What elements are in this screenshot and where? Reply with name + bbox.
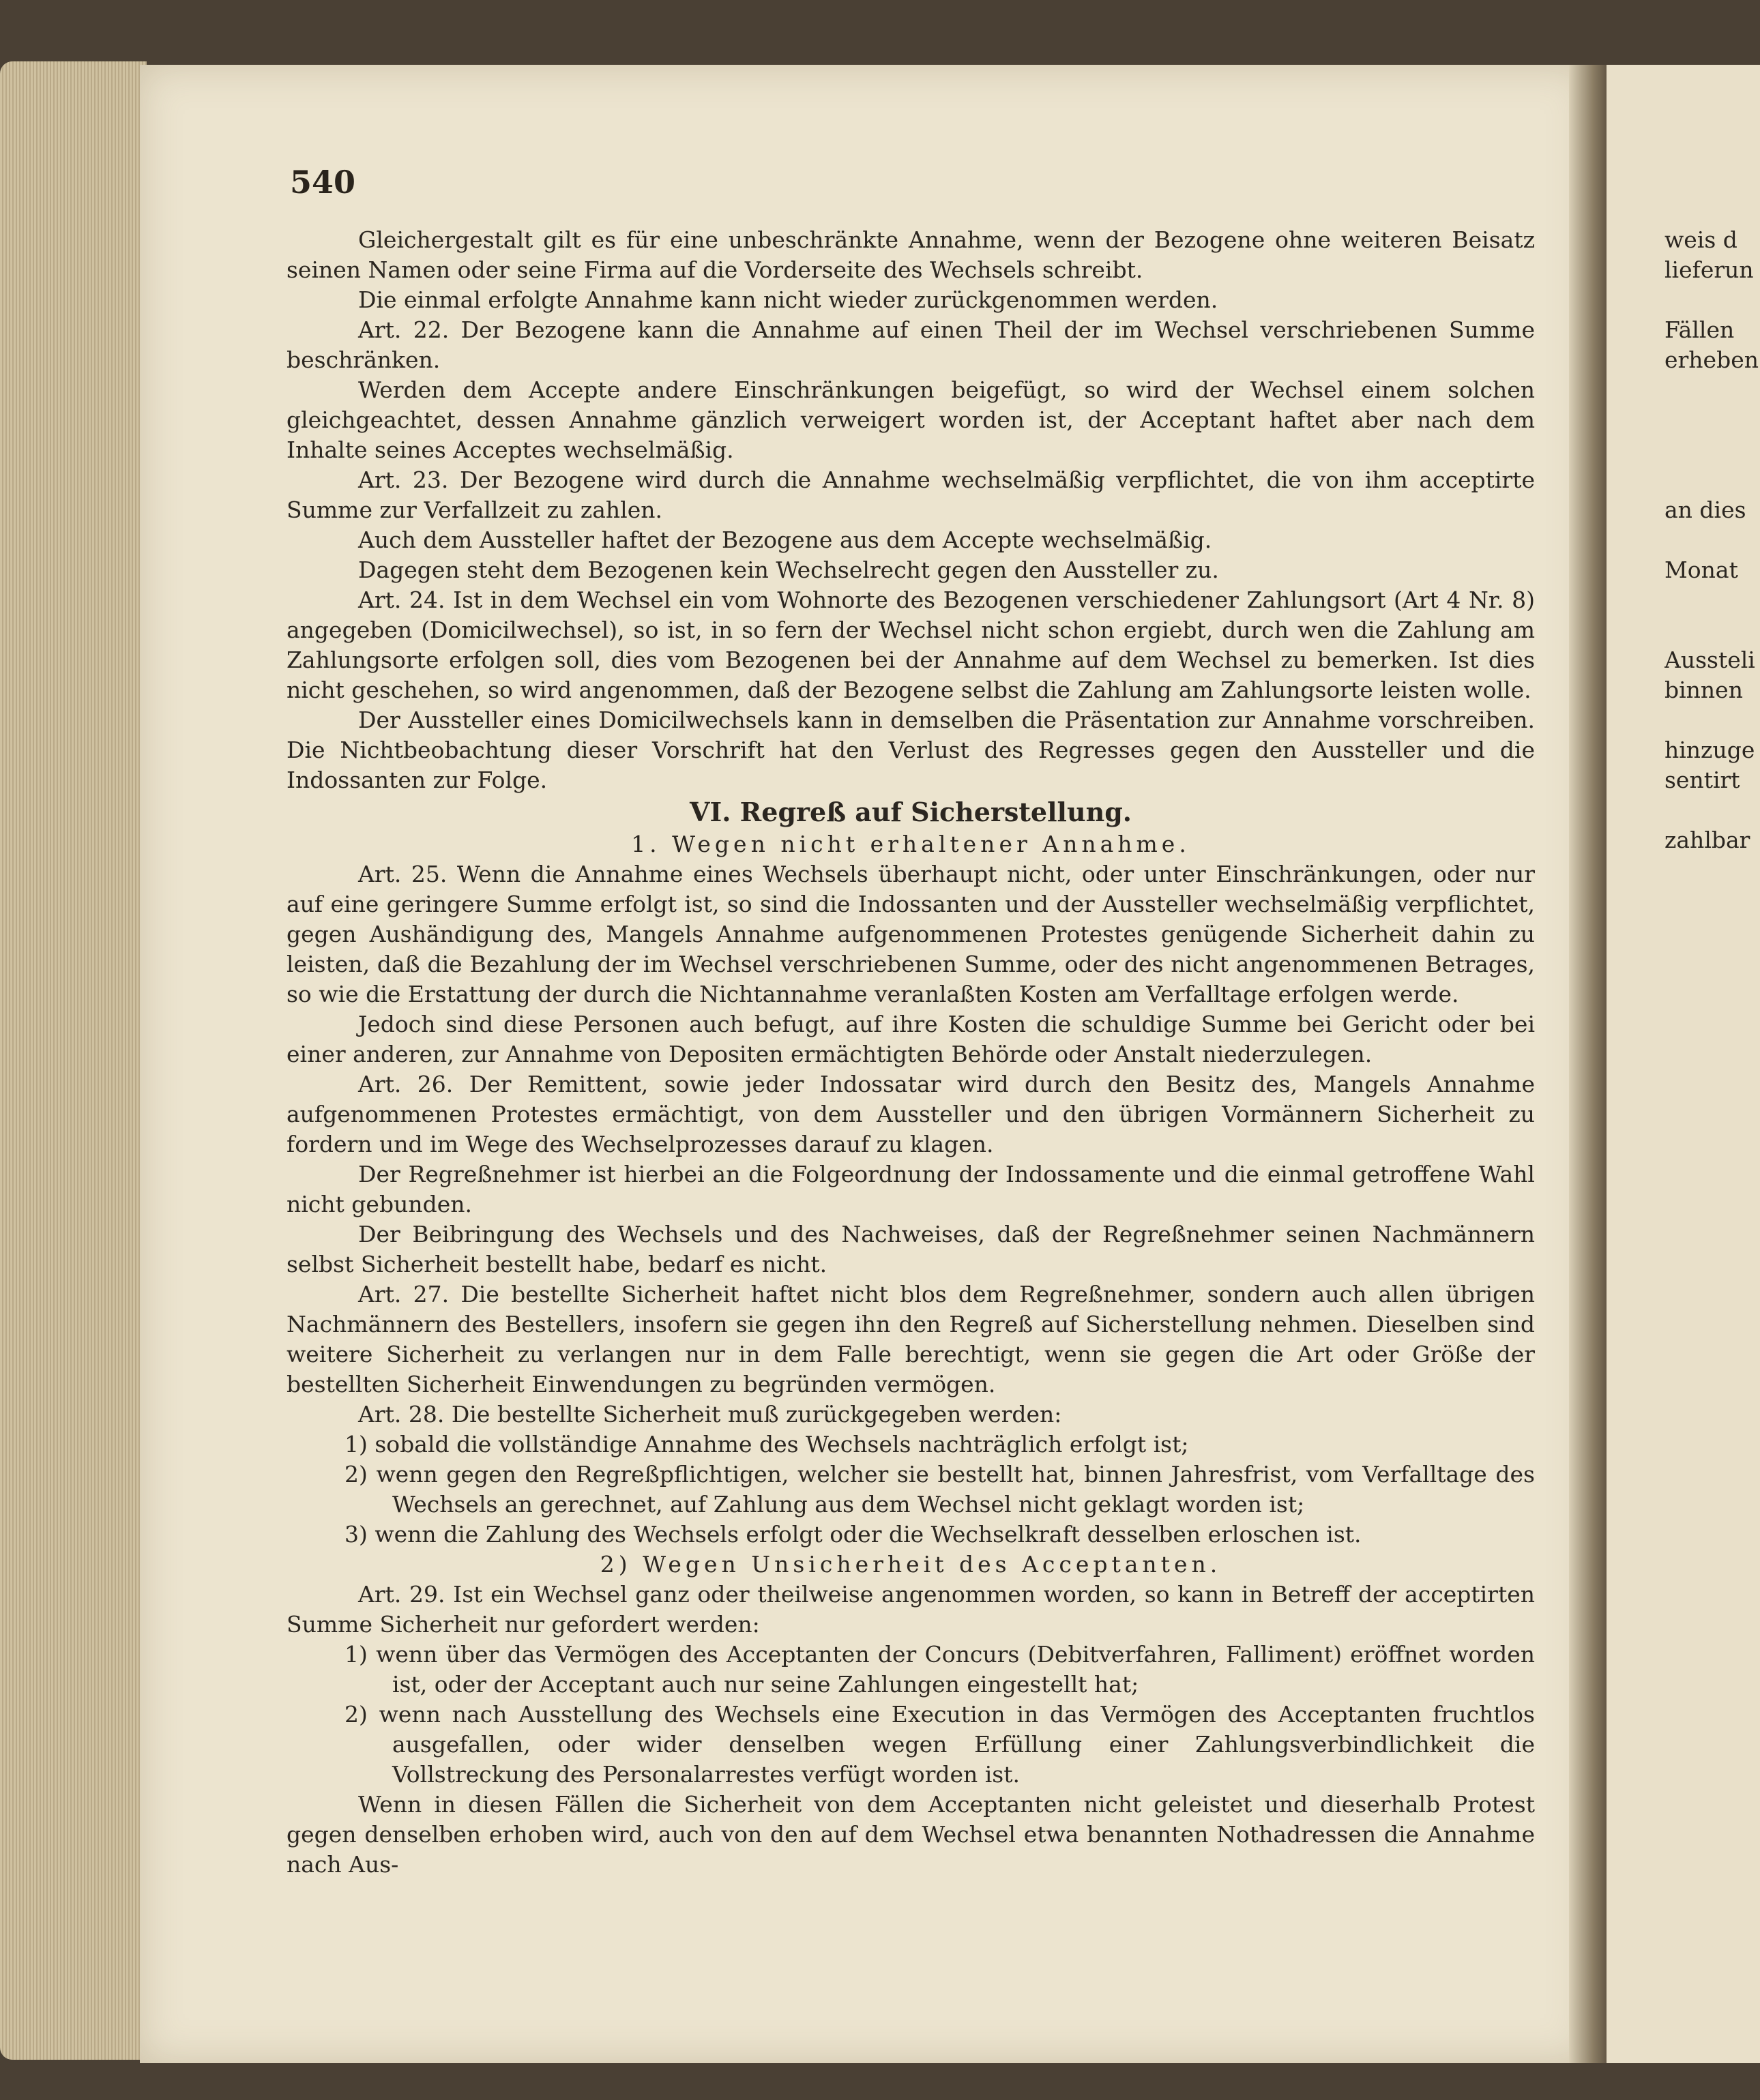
- section-heading: VI. Regreß auf Sicherstellung.: [689, 797, 1132, 827]
- subsection-heading: 2) Wegen Unsicherheit des Acceptanten.: [600, 1551, 1222, 1578]
- paragraph: Art. 26. Der Remittent, sowie jeder Indossatar wird durch den Besitz des, Mangels Annahme aufgenommenen Protestes ermächtigt, von dem Aussteller und den übrigen Vormännern Sicherheit zu fordern und im Wege des Wechselprozesses darauf zu klagen.: [287, 1071, 1535, 1157]
- fragment: [1664, 435, 1760, 465]
- fragment: [1664, 705, 1760, 735]
- fragment: sentirt: [1664, 767, 1740, 793]
- fragment: [1664, 615, 1760, 645]
- paragraph: Auch dem Aussteller haftet der Bezogene aus dem Accepte wechselmäßig.: [358, 527, 1212, 553]
- paragraph: Art. 25. Wenn die Annahme eines Wechsels überhaupt nicht, oder unter Einschränkungen, oder nur auf eine geringere Summe erfolgt ist, so sind die Indossanten und der Aussteller wechselmäßig verpflichtet, gegen Aushändigung des, Mangels Annahme aufgenommenen Protestes genügende Sicherheit dahin zu leisten, daß die Bezahlung der im Wechsel verschriebenen Summe, oder des nicht angenommenen Betrages, so wie die Erstattung der durch die Nichtannahme veranlaßten Kosten am Verfalltage erfolgen werde.: [287, 861, 1535, 1007]
- list-item: 3) wenn die Zahlung des Wechsels erfolgt oder die Wechselkraft desselben erloschen ist.: [344, 1521, 1362, 1548]
- fragment: [1664, 285, 1760, 315]
- paragraph: Art. 28. Die bestellte Sicherheit muß zurückgegeben werden:: [358, 1401, 1062, 1428]
- paragraph: Art. 24. Ist in dem Wechsel ein vom Wohnorte des Bezogenen verschiedener Zahlungsort (Art 4 Nr. 8) angegeben (Domicilwechsel), so ist, in so fern der Wechsel nicht schon ergiebt, durch wen die Zahlung am Zahlungsorte erfolgen soll, dies vom Bezogenen bei der Annahme auf dem Wechsel zu bemerken. Ist dies nicht geschehen, so wird angenommen, daß der Bezogene selbst die Zahlung am Zahlungsorte leisten wolle.: [287, 587, 1535, 703]
- paragraph: Jedoch sind diese Personen auch befugt, auf ihre Kosten die schuldige Summe bei Gericht oder bei einer anderen, zur Annahme von Depositen ermächtigten Behörde oder Anstalt niederzulegen.: [287, 1011, 1535, 1067]
- fragment: [1664, 375, 1760, 405]
- paragraph: Die einmal erfolgte Annahme kann nicht wieder zurückgenommen werden.: [358, 286, 1218, 313]
- subsection-heading: 1. Wegen nicht erhaltener Annahme.: [631, 831, 1190, 857]
- fragment: [1664, 405, 1760, 435]
- main-text: [287, 225, 1535, 1880]
- book-gutter: [1569, 65, 1610, 2063]
- fragment: [1664, 525, 1760, 555]
- paragraph: Werden dem Accepte andere Einschränkungen beigefügt, so wird der Wechsel einem solchen gleichgeachtet, dessen Annahme gänzlich verweigert worden ist, der Acceptant haftet aber nach dem Inhalte seines Acceptes wechselmäßig.: [287, 376, 1535, 463]
- list-item: 1) sobald die vollständige Annahme des Wechsels nachträglich erfolgt ist;: [344, 1431, 1189, 1458]
- fragment: binnen: [1664, 677, 1743, 703]
- list-item: 1) wenn über das Vermögen des Acceptanten der Concurs (Debitverfahren, Falliment) eröffnet worden ist, oder der Acceptant auch nur seine Zahlungen eingestellt hat;: [344, 1641, 1535, 1698]
- right-page-text: [1664, 225, 1760, 855]
- list-item: 2) wenn gegen den Regreßpflichtigen, welcher sie bestellt hat, binnen Jahresfrist, vom Verfalltage des Wechsels an gerechnet, auf Zahlung aus dem Wechsel nicht geklagt worden ist;: [344, 1461, 1535, 1518]
- paragraph: Dagegen steht dem Bezogenen kein Wechselrecht gegen den Aussteller zu.: [358, 557, 1219, 583]
- fragment: [1664, 585, 1760, 615]
- fragment: lieferun: [1664, 256, 1754, 283]
- book-edge: [0, 61, 147, 2060]
- fragment: hinzuge: [1664, 737, 1755, 763]
- paragraph: Art. 29. Ist ein Wechsel ganz oder theilweise angenommen worden, so kann in Betreff der acceptirten Summe Sicherheit nur gefordert werden:: [287, 1581, 1535, 1638]
- fragment: Monat: [1664, 557, 1738, 583]
- paragraph: Der Regreßnehmer ist hierbei an die Folgeordnung der Indossamente und die einmal getroffene Wahl nicht gebunden.: [287, 1161, 1535, 1217]
- paragraph: Der Beibringung des Wechsels und des Nachweises, daß der Regreßnehmer seinen Nachmännern selbst Sicherheit bestellt habe, bedarf es nicht.: [287, 1221, 1535, 1277]
- fragment: Aussteli: [1664, 647, 1755, 673]
- fragment: weis d: [1664, 226, 1737, 253]
- list-item: 2) wenn nach Ausstellung des Wechsels eine Execution in das Vermögen des Acceptanten fruchtlos ausgefallen, oder wider denselben wegen Erfüllung einer Zahlungsverbindlichkeit die Vollstreckung des Personalarrestes verfügt worden ist.: [344, 1701, 1535, 1788]
- fragment: an dies: [1664, 497, 1746, 523]
- paragraph: Art. 27. Die bestellte Sicherheit haftet nicht blos dem Regreßnehmer, sondern auch allen übrigen Nachmännern des Bestellers, insofern sie gegen ihn den Regreß auf Sicherstellung nehmen. Dieselben sind weitere Sicherheit zu verlangen nur in dem Falle berechtigt, wenn sie gegen die Art oder Größe der bestellten Sicherheit Einwendungen zu begründen vermögen.: [287, 1281, 1535, 1397]
- fragment: erheben: [1664, 346, 1759, 373]
- fragment: [1664, 465, 1760, 495]
- paragraph: Art. 22. Der Bezogene kann die Annahme auf einen Theil der im Wechsel verschriebenen Summe beschränken.: [287, 316, 1535, 373]
- paragraph: Wenn in diesen Fällen die Sicherheit von dem Acceptanten nicht geleistet und dieserhalb Protest gegen denselben erhoben wird, auch von den auf dem Wechsel etwa benannten Nothadressen die Annahme nach Aus-: [287, 1791, 1535, 1878]
- paragraph: Der Aussteller eines Domicilwechsels kann in demselben die Präsentation zur Annahme vorschreiben. Die Nichtbeobachtung dieser Vorschrift hat den Verlust des Regresses gegen den Aussteller und die Indossanten zur Folge.: [287, 707, 1535, 793]
- fragment: [1664, 795, 1760, 825]
- page-number: 540: [290, 164, 356, 201]
- fragment: Fällen: [1664, 316, 1735, 343]
- fragment: zahlbar: [1664, 827, 1750, 853]
- paragraph: Gleichergestalt gilt es für eine unbeschränkte Annahme, wenn der Bezogene ohne weiteren Beisatz seinen Namen oder seine Firma auf die Vorderseite des Wechsels schreibt.: [287, 226, 1535, 283]
- paragraph: Art. 23. Der Bezogene wird durch die Annahme wechselmäßig verpflichtet, die von ihm acceptirte Summe zur Verfallzeit zu zahlen.: [287, 467, 1535, 523]
